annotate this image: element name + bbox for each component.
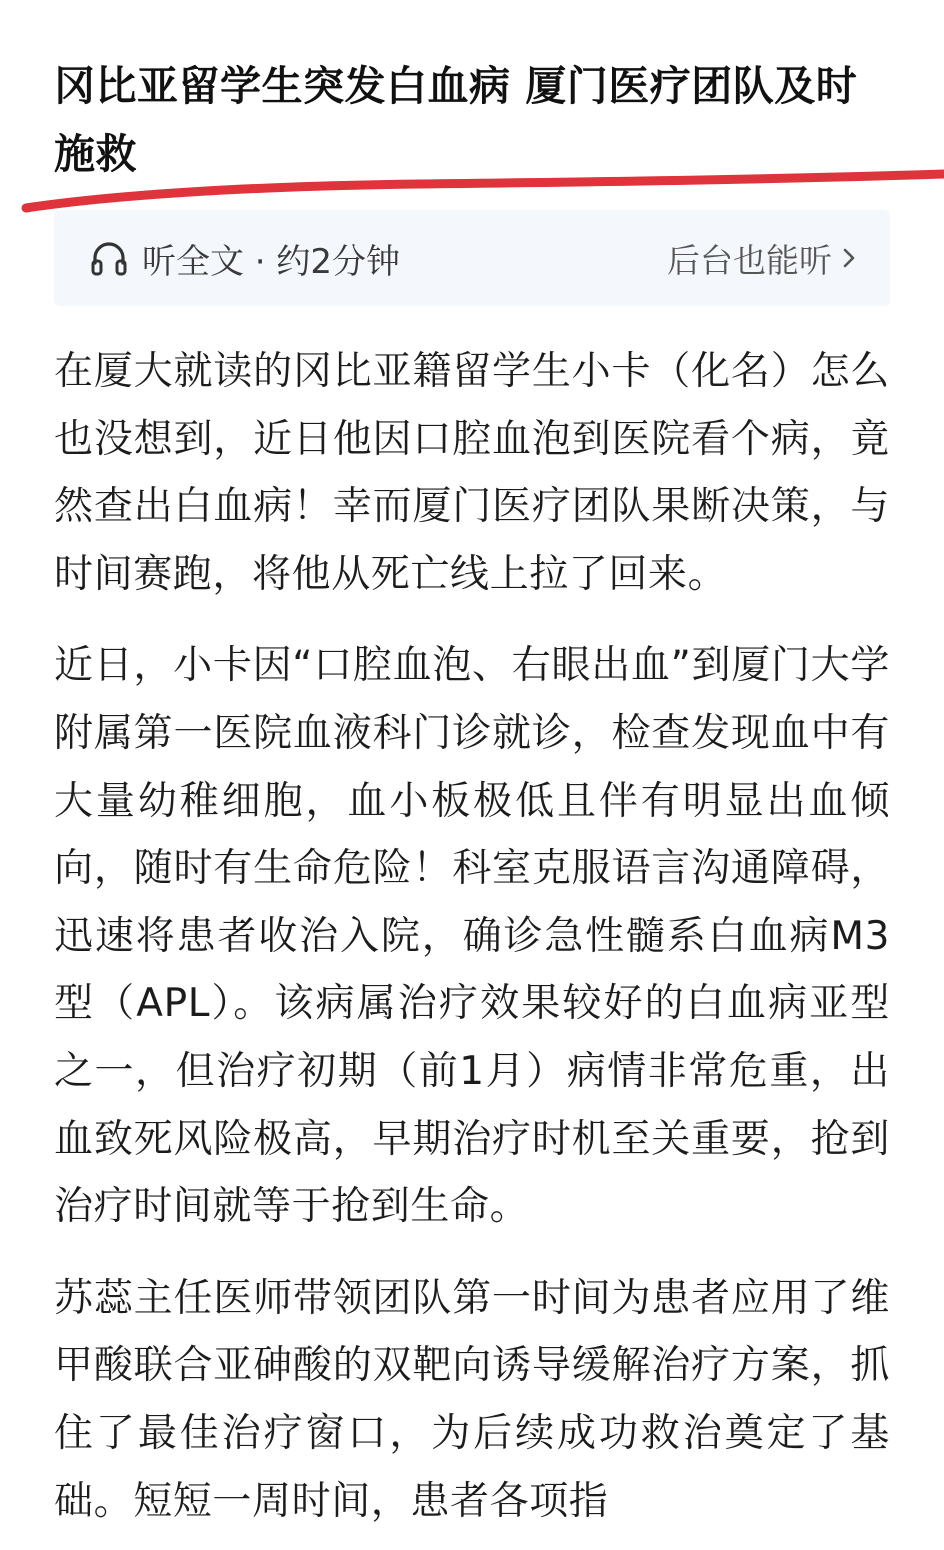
listen-full-text-label: 听全文 · 约2分钟 — [142, 241, 401, 282]
listen-full-text-group[interactable] — [90, 234, 400, 283]
article-paragraph: 近日，小卡因“口腔血泡、右眼出血”到厦门大学附属第一医院血液科门诊就诊，检查发现血中有大量幼稚细胞，血小板极低且伴有明显出血倾向，随时有生命危险！科室克服语言沟通障碍，迅速将患者收治入院，确诊急性髓系白血病M3型（APL）。该病属治疗效果较好的白血病亚型之一，但治疗初期（前1月）病情非常危重，出血致死风险极高，早期治疗时机至关重要，抢到治疗时间就等于抢到生命。 — [54, 643, 890, 1230]
chevron-right-icon — [840, 244, 858, 272]
headphone-icon — [90, 239, 128, 277]
background-listen-label: 后台也能听 — [667, 240, 832, 280]
listen-full-text-bar[interactable] — [54, 210, 890, 306]
article-body — [54, 338, 890, 1550]
article-paragraph: 苏蕊主任医师带领团队第一时间为患者应用了维甲酸联合亚砷酸的双靶向诱导缓解治疗方案，抓住了最佳治疗窗口，为后续成功救治奠定了基础。短短一周时间，患者各项指 — [54, 1275, 890, 1524]
background-listen-link[interactable] — [667, 235, 858, 282]
article-paragraph: 在厦大就读的冈比亚籍留学生小卡（化名）怎么也没想到，近日他因口腔血泡到医院看个病，竟然查出白血病！幸而厦门医疗团队果断决策，与时间赛跑，将他从死亡线上拉了回来。 — [54, 349, 890, 597]
article-title: 冈比亚留学生突发白血病 厦门医疗团队及时施救 — [54, 62, 858, 178]
